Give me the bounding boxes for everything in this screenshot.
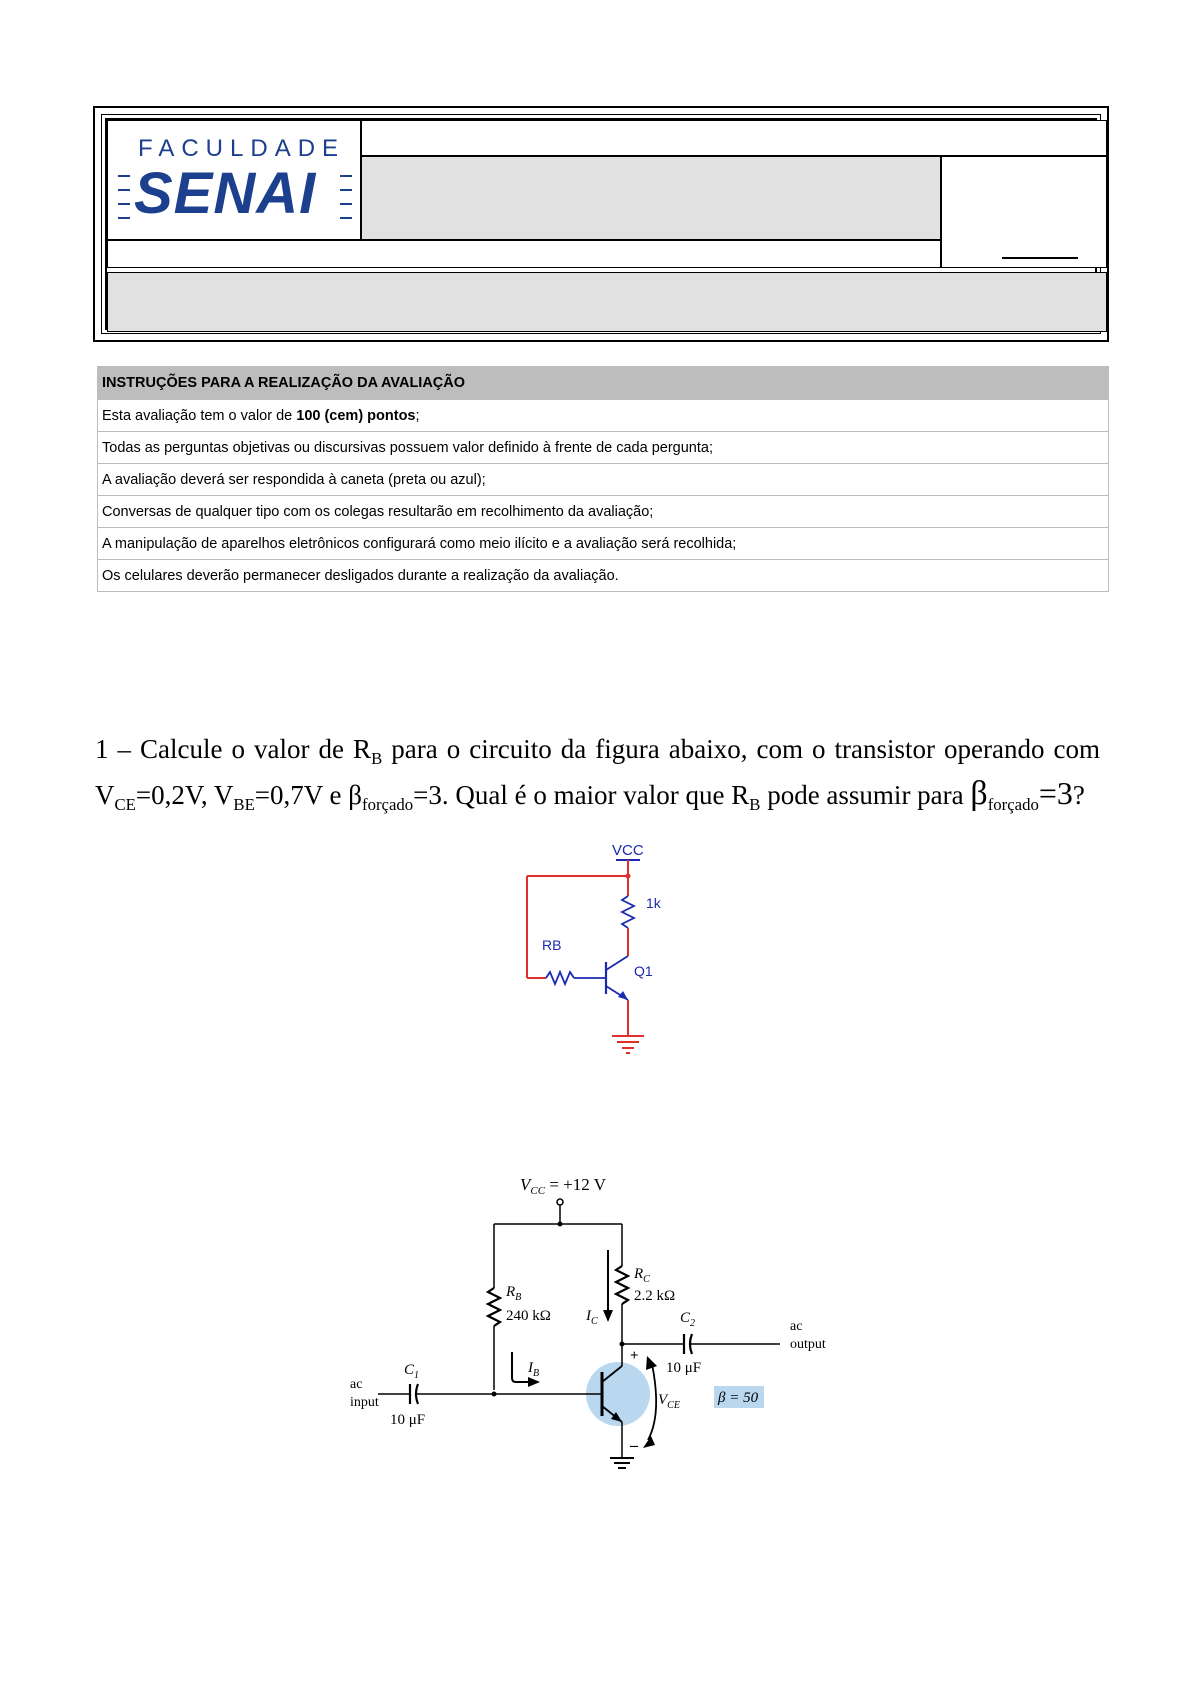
grade-line: [1002, 257, 1078, 259]
instruction-item: A avaliação deverá ser respondida à caneta (preta ou azul);: [98, 464, 1109, 496]
vcc-label: VCC: [612, 842, 644, 859]
ic-label: $I_C$: [586, 1308, 598, 1327]
points-value: 100 (cem) pontos: [296, 407, 416, 424]
base-resistor: [546, 972, 574, 984]
header-field-row[interactable]: [107, 240, 941, 268]
instructions-title: INSTRUÇÕES PARA A REALIZAÇÃO DA AVALIAÇÃO: [98, 367, 1109, 400]
ac-input-label-1: ac: [350, 1377, 363, 1392]
faculdade-senai-logo: [112, 127, 352, 227]
header-grid: [105, 118, 1097, 330]
header-field-bottom[interactable]: [107, 272, 1107, 332]
question-1-text: 1 – Calcule o valor de $R_B$ para o circuito da figura abaixo, com o transistor operando com $V_{CE}=0,2V$, $V_{BE}=0,7V$ e $\beta_{forçado}=3$. Qual é o maior valor que $R_B$ pode assumir para $\beta_{forçado}=3$?: [95, 734, 1101, 814]
rc-value: 2.2 kΩ: [634, 1288, 676, 1304]
ac-output-label-1: ac: [790, 1319, 803, 1334]
resistor-1k-label: 1k: [646, 895, 661, 911]
vce-label: $V_{CE}$: [658, 1392, 680, 1411]
logo-cell: [107, 120, 361, 240]
circuit-figure-2: [346, 1168, 846, 1488]
logo-top-text: FACULDADE: [138, 135, 346, 162]
rb-value: 240 kΩ: [506, 1308, 551, 1324]
vcc-label: $V_{CC} = +12$ V: [520, 1175, 606, 1197]
c2-symbol: $C_2$: [680, 1310, 696, 1329]
grade-box[interactable]: [941, 156, 1107, 268]
ac-output-label-2: output: [790, 1337, 826, 1352]
instruction-item: Esta avaliação tem o valor de 100 (cem) pontos;: [98, 400, 1109, 432]
vce-minus-sign: –: [630, 1437, 638, 1454]
ib-label: $I_B$: [528, 1360, 540, 1379]
q1-label: Q1: [634, 963, 653, 979]
logo-main-text: SENAI: [134, 161, 317, 226]
instruction-item: Os celulares deverão permanecer desligados durante a realização da avaliação.: [98, 560, 1109, 592]
instruction-item: Conversas de qualquer tipo com os colegas resultarão em recolhimento da avaliação;: [98, 496, 1109, 528]
rc-symbol: $R_C$: [634, 1266, 650, 1285]
header-frame: [93, 106, 1109, 342]
collector-resistor: [622, 896, 634, 928]
c1-symbol: $C_1$: [404, 1362, 420, 1381]
ground-symbol: [610, 1458, 634, 1468]
transistor-q1: [606, 956, 628, 1000]
rc-resistor: [616, 1266, 628, 1304]
instruction-item: Todas as perguntas objetivas ou discursivas possuem valor definido à frente de cada pergunta;: [98, 432, 1109, 464]
header-field-top[interactable]: [361, 120, 1107, 156]
rb-label: RB: [542, 937, 562, 953]
c1-value: 10 μF: [390, 1412, 426, 1428]
header-field-gray[interactable]: [361, 156, 941, 240]
vce-plus-sign: +: [630, 1348, 639, 1364]
instructions-table: [97, 366, 1109, 592]
instruction-item: A manipulação de aparelhos eletrônicos configurará como meio ilícito e a avaliação será recolhida;: [98, 528, 1109, 560]
rb-resistor: [488, 1288, 500, 1326]
c2-value: 10 μF: [666, 1360, 702, 1376]
rb-symbol: $R_B$: [506, 1284, 522, 1303]
circuit-figure-1: [510, 838, 680, 1068]
beta-value: β = 50: [718, 1390, 759, 1406]
ac-input-label-2: input: [350, 1395, 379, 1410]
ground-symbol: [612, 1036, 644, 1053]
